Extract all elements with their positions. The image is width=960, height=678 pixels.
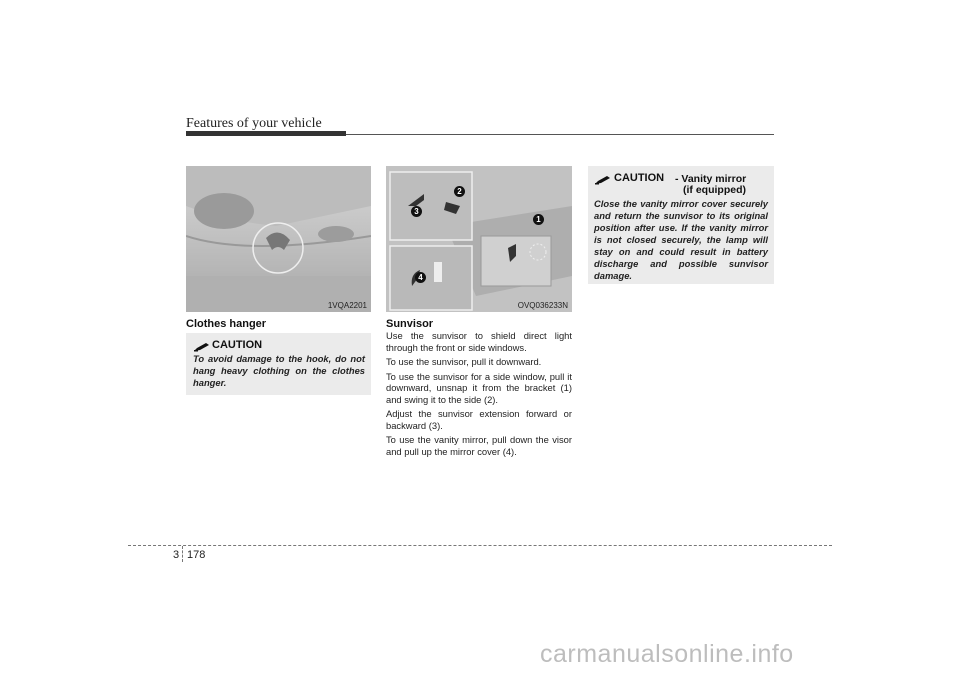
sunvisor-paragraph: To use the vanity mirror, pull down the visor and pull up the mirror cover (4). xyxy=(386,434,572,457)
header-rule-thick xyxy=(186,131,346,136)
clothes-hanger-photo xyxy=(186,166,371,312)
clothes-hanger-heading: Clothes hanger xyxy=(186,318,267,330)
callout-4: 4 xyxy=(415,272,426,283)
callout-2: 2 xyxy=(454,186,465,197)
sunvisor-paragraph: Use the sunvisor to shield direct light through the front or side windows. xyxy=(386,330,572,353)
photo-code-label: OVQ036233N xyxy=(517,301,568,310)
caution-heading: CAUTION xyxy=(212,339,263,351)
photo-code-label: 1VQA2201 xyxy=(327,301,367,310)
sunvisor-heading: Sunvisor xyxy=(386,318,434,330)
vanity-mirror-caution-box xyxy=(588,166,774,284)
caution-text: To avoid damage to the hook, do not hang heavy clothing on the clothes hanger. xyxy=(193,353,365,388)
sunvisor-illustration xyxy=(386,166,572,312)
page-number: 178 xyxy=(187,549,206,561)
sunvisor-paragraph: To use the sunvisor for a side window, pull it downward, unsnap it from the bracket (1) and swing it to the side (2). xyxy=(386,370,572,405)
callout-1: 1 xyxy=(533,214,544,225)
clothes-hanger-illustration xyxy=(186,166,371,312)
watermark-text: carmanualsonline.info xyxy=(540,640,794,668)
header-rule-thin xyxy=(346,134,774,135)
sunvisor-paragraph: To use the sunvisor, pull it downward. xyxy=(386,356,542,367)
clothes-hanger-caution-box xyxy=(186,333,371,395)
chapter-number: 3 xyxy=(173,549,180,561)
footer-rule xyxy=(128,545,832,546)
caution-text: Close the vanity mirror cover securely and return the sunvisor to its original position after use. If the vanity mirror is not closed securely, the lamp will stay on and could result in battery discharge and possible sunvisor damage. xyxy=(594,198,768,281)
sunvisor-paragraph: Adjust the sunvisor extension forward or backward (3). xyxy=(386,408,572,431)
footer-divider xyxy=(182,546,183,562)
callout-3: 3 xyxy=(411,206,422,217)
caution-pencil-icon xyxy=(193,342,211,352)
caution-heading: CAUTION xyxy=(614,172,665,184)
sunvisor-body xyxy=(386,330,572,460)
caution-pencil-icon xyxy=(594,175,612,185)
caution-subheading: - Vanity mirror xyxy=(675,173,747,185)
sunvisor-photo xyxy=(386,166,572,312)
page-header-title: Features of your vehicle xyxy=(186,116,322,131)
caution-subheading: (if equipped) xyxy=(683,184,746,196)
